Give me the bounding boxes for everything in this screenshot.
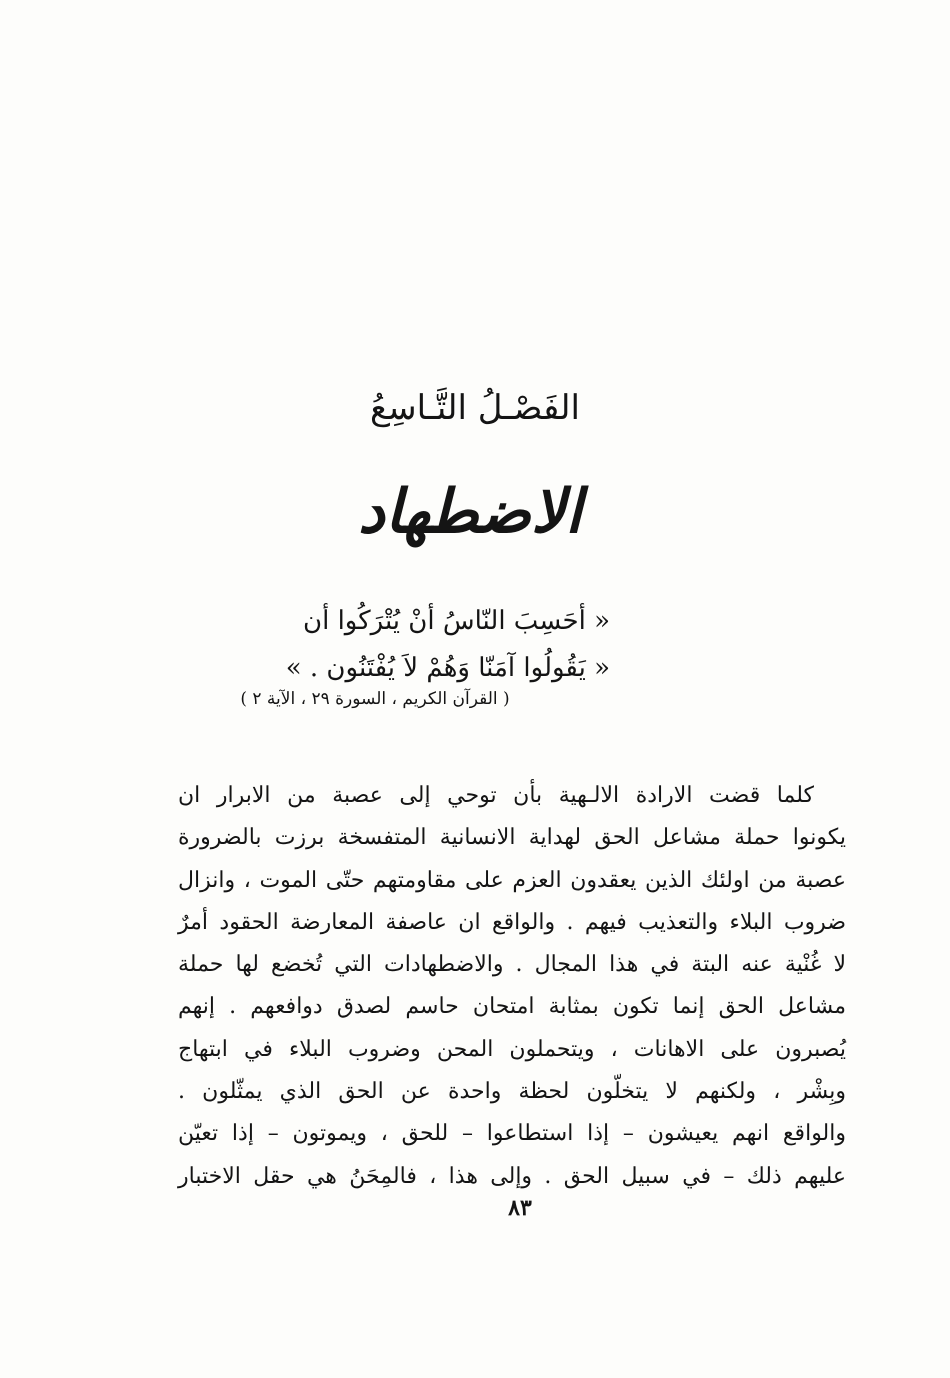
text-line: مشاعل الحق إنما تكون بمثابة امتحان حاسم لصدق دوافعهم . إنهم xyxy=(178,994,846,1020)
text-line: يُصبرون على الاهانات ، ويتحملون المحن وضروب البلاء في ابتهاج xyxy=(178,1036,846,1062)
text-line: والواقع انهم يعيشون – إذا استطاعوا – للحق ، ويموتون – إذا تعيّن xyxy=(178,1121,846,1147)
text-line: عليهم ذلك – في سبيل الحق . وإلى هذا ، فالمِحَنُ هي حقل الاختبار xyxy=(178,1163,846,1189)
verse-reference: ( القرآن الكريم ، السورة ٢٩ ، الآية ٢ ) xyxy=(240,689,510,709)
verse-line: « أحَسِبَ النّاسُ أنْ يُتْرَكُوا أن xyxy=(303,606,610,636)
text-line: وبِشْر ، ولكنهم لا يتخلّون لحظة واحدة عن الحق الذي يمثّلون . xyxy=(178,1079,846,1105)
text-line: كلما قضت الارادة الالـهية بأن توحي إلى عصبة من الابرار ان xyxy=(178,783,814,808)
text-line: يكونوا حملة مشاعل الحق لهداية الانسانية المتفسخة برزت بالضرورة xyxy=(178,825,846,851)
text-line: ضروب البلاء والتعذيب فيهم . والواقع ان عاصفة المعارضة الحقود أمرٌ xyxy=(178,909,846,935)
text-line: عصبة من اولئك الذين يعقدون العزم على مقاومتهم حتّى الموت ، وانزال xyxy=(178,867,846,893)
chapter-title: الاضطهاد xyxy=(358,477,582,547)
body-paragraph xyxy=(178,775,846,1198)
quran-verse xyxy=(170,598,610,692)
text-line: لا غُنْية عنه البتة في هذا المجال . والاضطهادات التي تُخضع لها حملة xyxy=(178,952,846,978)
chapter-heading: الفَصْـلُ التَّـاسِعُ xyxy=(370,388,580,428)
verse-line: « يَقُولُوا آمَنّا وَهُمْ لاَ يُفْتَنُون . » xyxy=(285,653,610,683)
page-number: ٨٣ xyxy=(508,1195,532,1221)
